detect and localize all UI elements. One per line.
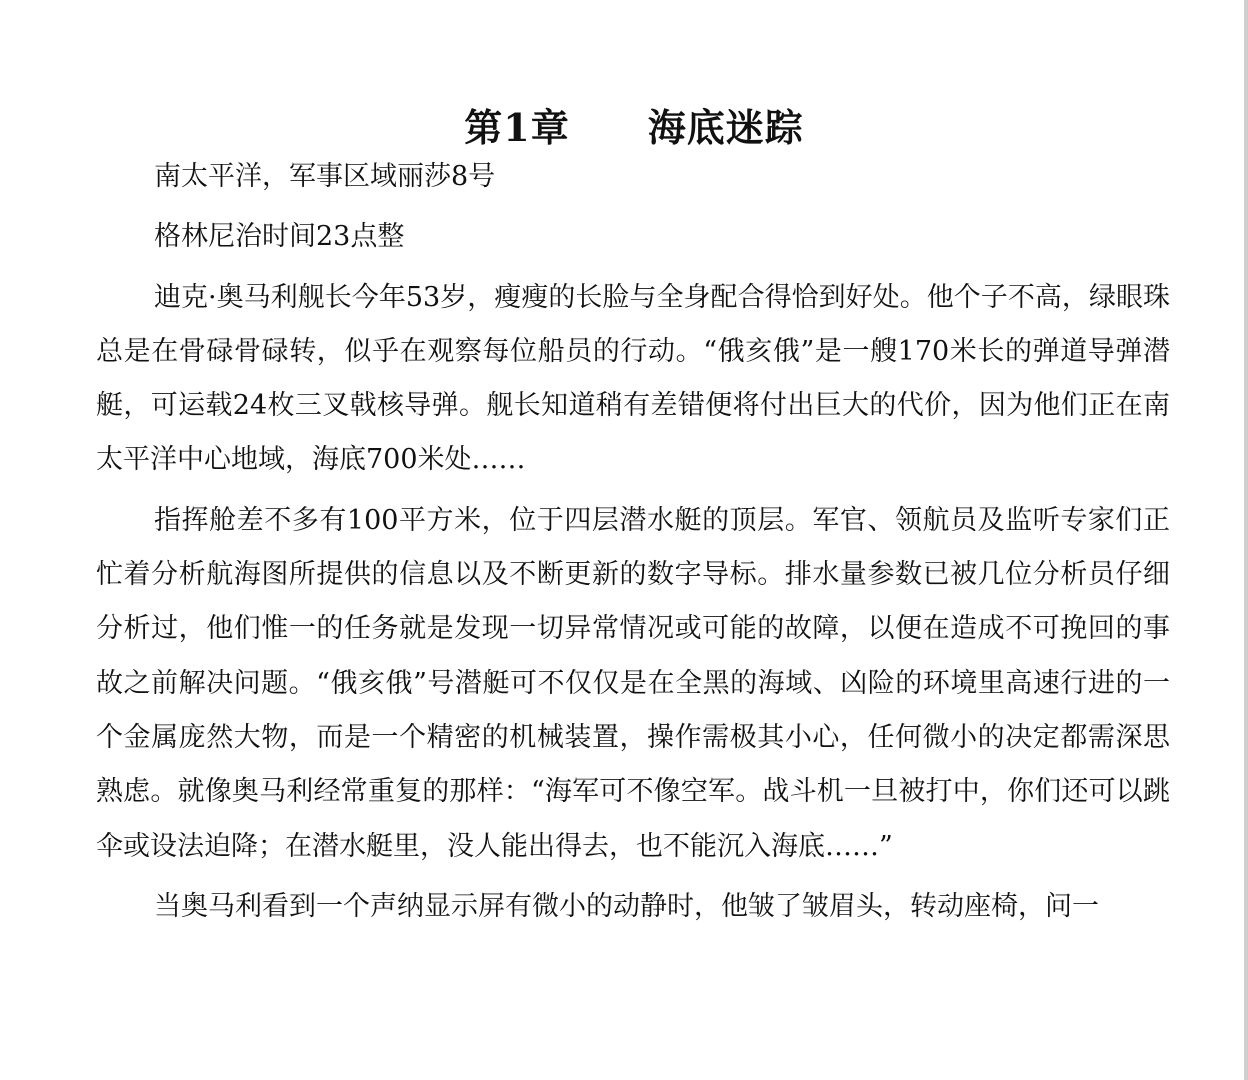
paragraph-captain: 迪克·奥马利舰长今年53岁，瘦瘦的长脸与全身配合得恰到好处。他个子不高，绿眼珠总是在骨碌骨碌转，似乎在观察每位船员的行动。“俄亥俄”是一艘170米长的弹道导弹潜艇，可运载24枚三叉戟核导弹。舰长知道稍有差错便将付出巨大的代价，因为他们正在南太平洋中心地域，海底700米处…… — [96, 281, 1170, 476]
vertical-scrollbar[interactable] — [1244, 0, 1248, 1080]
chapter-title: 第1章 海底迷踪 — [464, 105, 804, 151]
chapter-body — [96, 150, 1170, 934]
scrollbar-thumb[interactable] — [1244, 0, 1248, 1080]
paragraph-sonar: 当奥马利看到一个声纳显示屏有微小的动静时，他皱了皱眉头，转动座椅，问一 — [154, 890, 1099, 922]
paragraph-command-room: 指挥舱差不多有100平方米，位于四层潜水艇的顶层。军官、领航员及监听专家们正忙着分析航海图所提供的信息以及不断更新的数字导标。排水量参数已被几位分析员仔细分析过，他们惟一的任务就是发现一切异常情况或可能的故障，以便在造成不可挽回的事故之前解决问题。“俄亥俄”号潜艇可不仅仅是在全黑的海域、凶险的环境里高速行进的一个金属庞然大物，而是一个精密的机械装置，操作需极其小心，任何微小的决定都需深思熟虑。就像奥马利经常重复的那样：“海军可不像空军。战斗机一旦被打中，你们还可以跳伞或设法迫降；在潜水艇里，没人能出得去，也不能沉入海底……” — [96, 504, 1170, 862]
paragraph-time: 格林尼治时间23点整 — [154, 221, 405, 253]
paragraph-location: 南太平洋，军事区域丽莎8号 — [154, 161, 496, 192]
